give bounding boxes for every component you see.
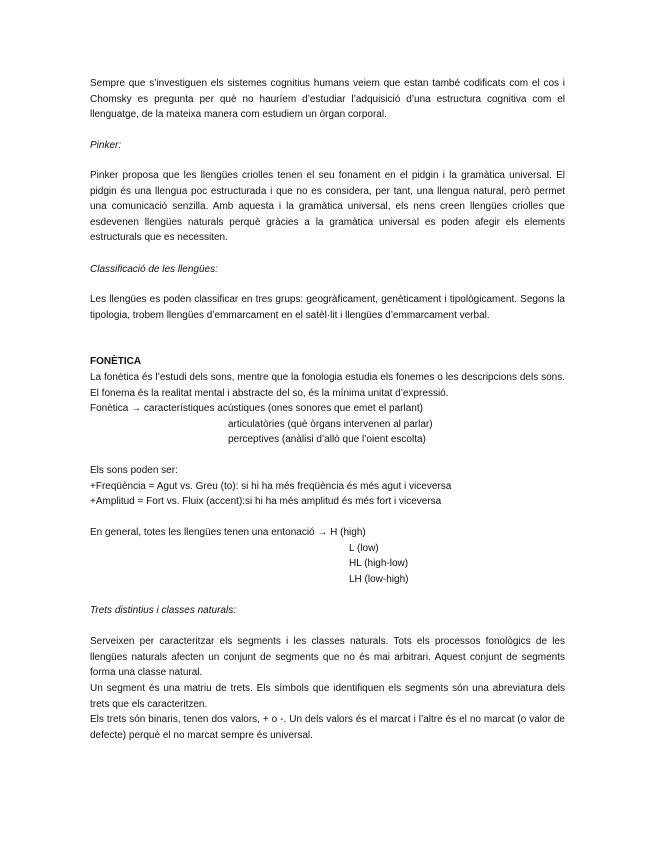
intro-paragraph: Sempre que s’investiguen els sistemes cognitius humans veiem que estan també codificats com el cos i Chomsky es pregunta per què no hauríem d’estudiar l’adquisició d’una estructura cognitiva com el llenguatge, de la mateixa manera com estudiem un òrgan corporal. [90,78,565,120]
pinker-paragraph: Pinker proposa que les llengües criolles tenen el seu fonament en el pidgin i la gramàtica universal. El pidgin és una llengua poc estructurada i que no es considera, per tant, una llengua natural, però permet una comunicació senzilla. Amb aquesta i la gramàtica universal, els nens creen llengües criolles que esdevenen llengües naturals perquè gràcies a la gramàtica universal es poden afegir els elements estructurals que es necessiten. [90,170,565,243]
sons-amplitud: +Amplitud = Fort vs. Fluix (accent):si hi ha més amplitud és més fort i viceversa [90,496,442,507]
fonetica-paragraph: La fonètica és l’estudi dels sons, mentre que la fonologia estudia els fonemes o les descripcions dels sons. El fonema és la realitat mental i abstracte del so, és la mínima unitat d’expressió. [90,372,565,399]
classification-heading: Classificació de les llengües: [90,264,218,275]
fonetica-heading: FONÈTICA [90,356,142,367]
trets-paragraph-1: Serveixen per caracteritzar els segments i les classes naturals. Tots els processos fonològics de les llengües naturals afecten un conjunt de segments que no és mai arbitrari. Aquest conjunt de segments forma una classe natural. [90,636,565,678]
sons-intro: Els sons poden ser: [90,465,178,476]
trets-paragraph-2: Un segment és una matriu de trets. Els símbols que identifiquen els segments són una abreviatura dels trets que els caracteritzen. [90,683,565,710]
trets-paragraph-3: Els trets són binaris, tenen dos valors, + o -. Un dels valors és el marcat i l’altre és el no marcat (o valor de defecte) perquè el no marcat sempre és universal. [90,714,565,741]
entonacio-low: L (low) [349,543,379,554]
entonacio-line: En general, totes les llengües tenen una entonació → H (high) [90,527,366,538]
trets-heading: Trets distintius i classes naturals: [90,605,236,616]
fonetica-line: Fonètica → característiques acústiques (ones sonores que emet el parlant) [90,403,423,414]
entonacio-high-low: HL (high-low) [349,558,409,569]
fonetica-sub-perceptive: perceptives (anàlisi d’allò que l’oient escolta) [228,434,426,445]
classification-paragraph: Les llengües es poden classificar en tres grups: geogràficament, genèticament i tipològicament. Segons la tipologia, trobem llengües d’emmarcament en el satèl·lit i llengües d’emmarcament verbal. [90,294,565,321]
pinker-heading: Pinker: [90,140,122,151]
sons-frequencia: +Freqüència = Agut vs. Greu (to): si hi ha més freqüència és més agut i viceversa [90,481,452,492]
fonetica-sub-articulatory: articulatòries (què òrgans intervenen al parlar) [228,419,433,430]
entonacio-low-high: LH (low-high) [349,574,409,585]
